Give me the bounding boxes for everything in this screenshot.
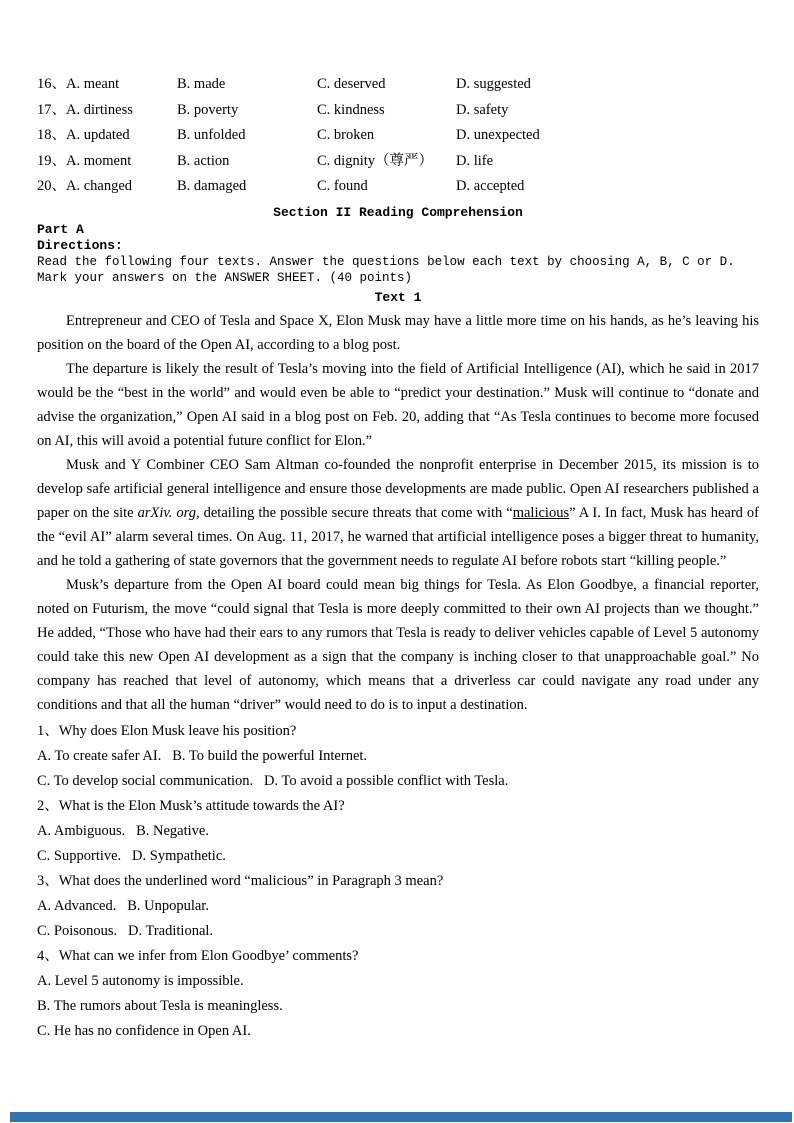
paragraph-3-segment: Musk and Y Combiner CEO Sam Altman co-founded the nonprofit enterprise in December 2015, its mission is to develop safe artificial general intelligence and ensure those developments are made public. Open AI researchers published a paper on the site [37,456,759,521]
text1-paragraph-2: The departure is likely the result of Tesla’s moving into the field of Artificial Intelligence (AI), which he said in 2017 would be the “best in the world” and would even be able to “predict your destination.” Musk will continue to “donate and advise the organization,” Open AI said in a blog post on Feb. 20, adding that “As Tesla continues to become more focused on AI, this will avoid a potential future conflict for Elon.” [37,360,759,449]
cloze-20-option-b: B. damaged [177,178,247,194]
cloze-16-option-b: B. made [177,76,226,92]
text1-label: Text 1 [374,289,422,305]
cloze-18-option-b: B. unfolded [177,127,246,143]
cloze-16-option-c: C. deserved [317,76,386,92]
question-4 [37,944,759,1044]
question-1-options-cd: C. To develop social communication. D. To avoid a possible conflict with Tesla. [37,772,509,789]
question-3-options-cd: C. Poisonous. D. Traditional. [37,922,214,939]
directions-text: Read the following four texts. Answer the questions below each text by choosing A, B, C or D. Mark your answers on the ANSWER SHEET. (40 points) [37,254,735,285]
malicious-underlined-word: malicious [512,504,570,521]
arxiv-org-italic: arXiv. org [137,504,196,521]
cloze-20-option-a: 20、A. changed [37,178,133,194]
question-2-stem: 2、What is the Elon Musk’s attitude towards the AI? [37,797,345,814]
question-2-options-ab: A. Ambiguous. B. Negative. [37,822,209,839]
cloze-19-option-a: 19、A. moment [37,152,132,169]
directions-label: Directions: [37,237,123,253]
cloze-17-option-b: B. poverty [177,101,239,118]
paragraph-3-segment: , detailing the possible secure threats that come with “ [195,504,513,521]
question-4-option-b: B. The rumors about Tesla is meaningless. [37,997,283,1014]
cloze-18-option-d: D. unexpected [456,127,540,143]
cloze-17-option-c: C. kindness [317,101,385,118]
question-4-stem: 4、What can we infer from Elon Goodbye’ comments? [37,947,359,964]
question-4-option-c: C. He has no confidence in Open AI. [37,1022,251,1039]
cloze-19-option-c: C. dignity（尊严） [317,152,434,169]
questions-block [37,719,759,1044]
paragraph-3-segment: ” A I. In fact, Musk has heard of the “evil AI” alarm several times. On Aug. 11, 2017, he warned that artificial intelligence poses a bigger threat to humanity, and he told a gathering of state governors that the government needs to regulate AI before robots start “killing people.” [37,504,759,569]
cloze-row-18 [37,123,759,149]
cloze-20-option-c: C. found [317,178,368,194]
text1-paragraph-4: Musk’s departure from the Open AI board could mean big things for Tesla. As Elon Goodbye, a financial reporter, noted on Futurism, the move “could signal that Tesla is more deeply committed to their own AI projects than we thought.” He added, “Those who have had their ears to any rumors that Tesla is ready to deliver vehicles capable of Level 5 autonomy could take this new Open AI development as a sign that the company is inching closer to that unapproachable goal.” No company has reached that level of autonomy, which means that a driverless car could navigate any road under any conditions and that all the human “driver” would need to do is to input a destination. [37,576,759,713]
cloze-row-17 [37,98,759,124]
cloze-16-option-d: D. suggested [456,76,531,92]
part-a-label: Part A [37,221,84,237]
cloze-19-option-b: B. action [177,152,230,169]
page-footer-bar [10,1112,792,1122]
question-1-stem: 1、Why does Elon Musk leave his position? [37,722,297,739]
question-4-option-a: A. Level 5 autonomy is impossible. [37,972,244,989]
cloze-row-19 [37,149,759,175]
cloze-19-option-d: D. life [456,152,494,169]
cloze-17-option-a: 17、A. dirtiness [37,101,133,118]
cloze-options-block [37,72,759,200]
section-title: Section II Reading Comprehension [273,204,523,220]
text1-paragraph-1: Entrepreneur and CEO of Tesla and Space X, Elon Musk may have a little more time on his hands, as he’s leaving his position on the board of the Open AI, according to a blog post. [37,312,759,353]
question-3-stem: 3、What does the underlined word “malicious” in Paragraph 3 mean? [37,872,444,889]
question-3 [37,869,759,944]
cloze-17-option-d: D. safety [456,101,509,118]
question-2 [37,794,759,869]
cloze-18-option-a: 18、A. updated [37,127,130,143]
question-1 [37,719,759,794]
cloze-18-option-c: C. broken [317,127,375,143]
cloze-16-option-a: 16、A. meant [37,76,120,92]
text1-paragraph-3 [37,453,759,573]
cloze-row-20 [37,174,759,200]
question-2-options-cd: C. Supportive. D. Sympathetic. [37,847,226,864]
cloze-row-16 [37,72,759,98]
cloze-20-option-d: D. accepted [456,178,525,194]
question-3-options-ab: A. Advanced. B. Unpopular. [37,897,209,914]
question-1-options-ab: A. To create safer AI. B. To build the powerful Internet. [37,747,368,764]
